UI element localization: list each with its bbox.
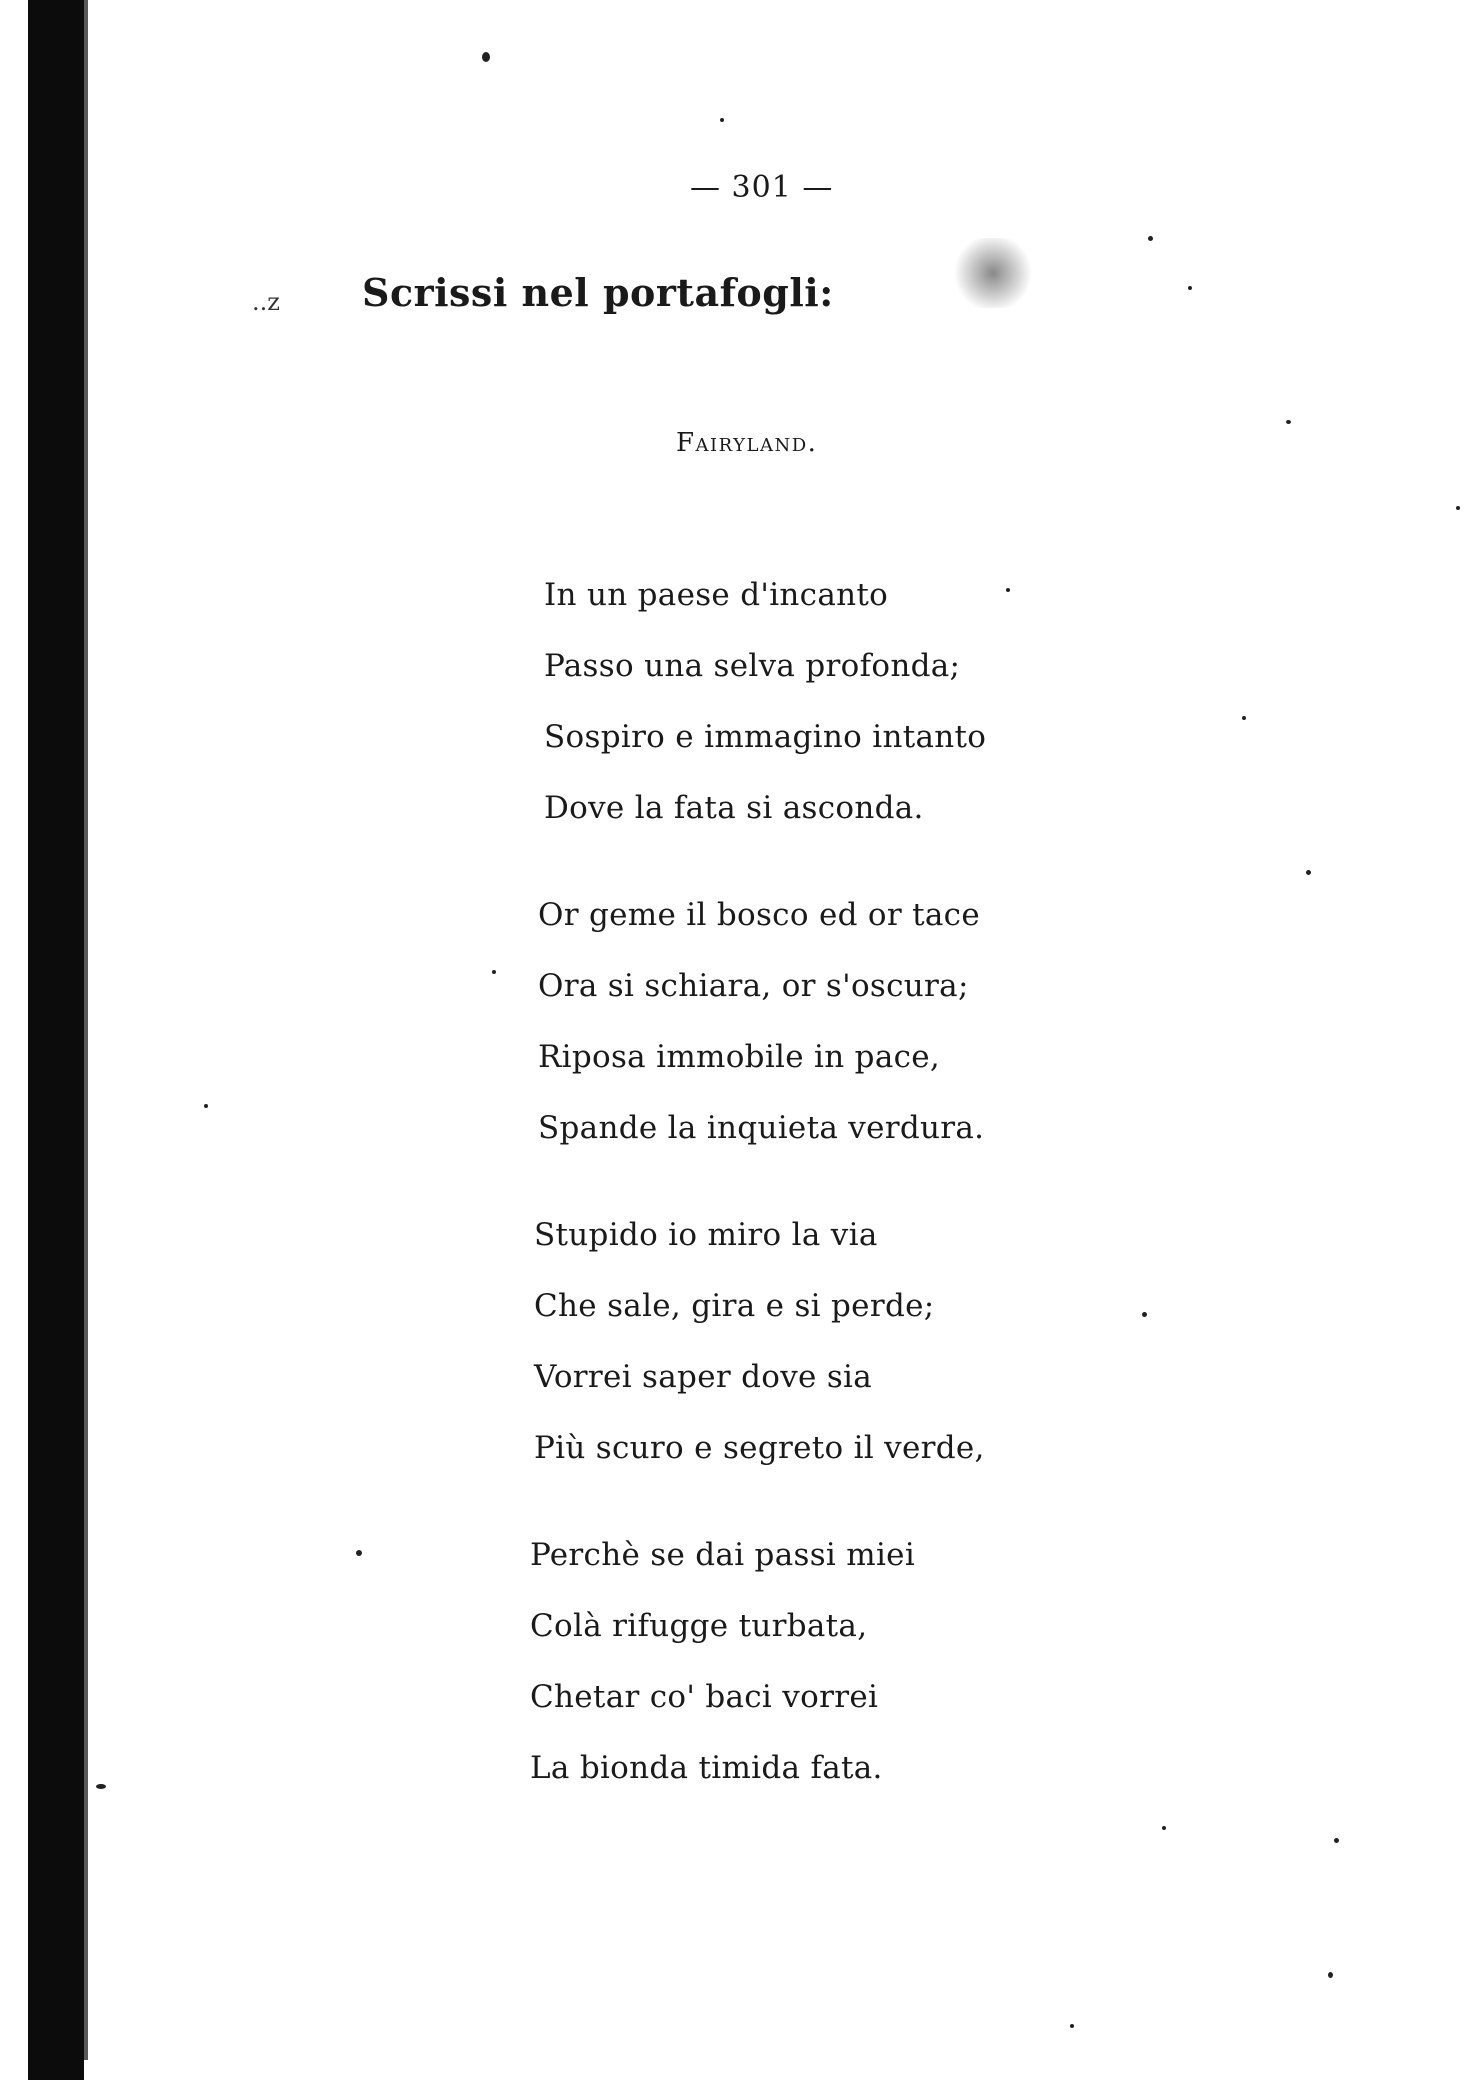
page-number: — 301 — (690, 170, 834, 205)
poem-body (530, 560, 1130, 1840)
margin-mark: ..z (252, 288, 280, 316)
print-speck (1328, 1972, 1333, 1978)
print-speck (204, 1104, 208, 1108)
stanza (534, 1200, 1130, 1484)
print-speck (1006, 588, 1010, 592)
print-speck (96, 1784, 106, 1789)
poem-line: Più scuro e segreto il verde, (534, 1430, 985, 1466)
poem-line: Stupido io miro la via (534, 1217, 878, 1253)
poem-line: Or geme il bosco ed or tace (538, 897, 980, 933)
stanza (530, 1520, 1130, 1804)
print-speck (1148, 236, 1153, 241)
poem-line: Colà rifugge turbata, (530, 1608, 868, 1644)
print-speck (720, 118, 724, 122)
stanza (544, 560, 1130, 844)
print-speck (1242, 716, 1246, 720)
print-speck (482, 52, 490, 62)
book-spine-edge (84, 0, 88, 2060)
poem-line: Vorrei saper dove sia (534, 1359, 873, 1395)
print-speck (1334, 1838, 1339, 1843)
print-speck (356, 1550, 362, 1556)
poem-line: Ora si schiara, or s'oscura; (538, 968, 969, 1004)
poem-line: In un paese d'incanto (544, 577, 889, 613)
poem-line: Chetar co' baci vorrei (530, 1679, 879, 1715)
ink-smudge (950, 238, 1036, 308)
poem-line: Spande la inquieta verdura. (538, 1110, 985, 1146)
poem-line: Dove la fata si asconda. (544, 790, 924, 826)
section-heading: Scrissi nel portafogli: (362, 270, 834, 315)
poem-line: Passo una selva profonda; (544, 648, 961, 684)
print-speck (1188, 286, 1192, 290)
print-speck (1162, 1826, 1166, 1830)
print-speck (1306, 870, 1311, 875)
print-speck (1070, 2024, 1074, 2028)
print-speck (1142, 1312, 1147, 1317)
poem-line: La bionda timida fata. (530, 1750, 883, 1786)
poem-title: Fairyland. (676, 428, 818, 458)
poem-line: Riposa immobile in pace, (538, 1039, 941, 1075)
print-speck (492, 970, 496, 974)
poem-line: Sospiro e immagino intanto (544, 719, 987, 755)
stanza (538, 880, 1130, 1164)
print-speck (1286, 420, 1291, 424)
print-speck (1456, 506, 1460, 510)
poem-line: Perchè se dai passi miei (530, 1537, 916, 1573)
book-spine-shadow (28, 0, 84, 2080)
poem-line: Che sale, gira e si perde; (534, 1288, 935, 1324)
